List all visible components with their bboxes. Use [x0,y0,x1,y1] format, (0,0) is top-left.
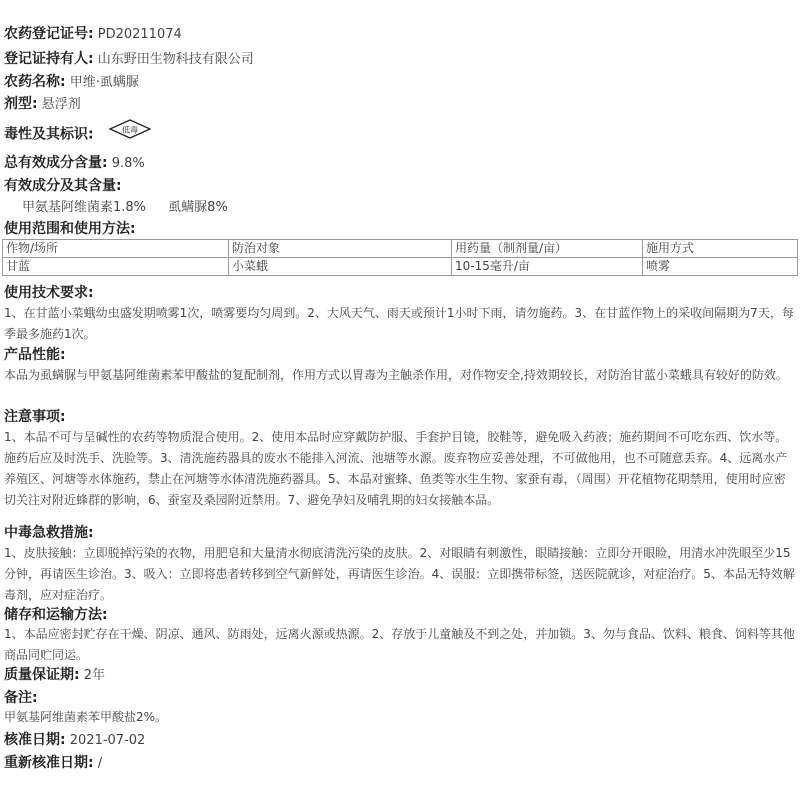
remarks-label: 备注: [4,690,38,706]
approval-date-label: 核准日期: [4,732,66,748]
usage-label: 使用范围和使用方法: [4,221,136,237]
remarks-heading [4,687,38,709]
ingredient-item: 虱螨脲8% [168,200,228,215]
toxicity-row [4,118,152,148]
registration-number-row [4,23,182,45]
approval-date-value: 2021-07-02 [69,733,146,748]
formulation-value: 悬浮剂 [41,97,81,112]
ingredients-label: 有效成分及其含量: [4,178,122,194]
first-aid-label: 中毒急救措施: [4,525,94,541]
pesticide-name-row [4,71,139,93]
ingredients-heading [4,175,122,197]
usage-header-cell: 用药量（制剂量/亩） [452,240,643,258]
usage-cell: 10-15毫升/亩 [452,258,643,276]
pesticide-name-label: 农药名称: [4,74,66,90]
usage-table-row [3,258,798,276]
warranty-value: 2年 [83,668,106,683]
usage-cell: 小菜蛾 [229,258,452,276]
formulation-label: 剂型: [4,96,38,112]
holder-row [4,48,254,70]
warranty-label: 质量保证期: [4,667,80,683]
storage-label: 储存和运输方法: [4,607,108,623]
remarks-text: 甲氨基阿维菌素苯甲酸盐2%。 [4,710,168,724]
ingredient-item: 甲氨基阿维菌素1.8% [22,200,147,215]
pesticide-name-value: 甲维·虱螨脲 [69,75,139,90]
cautions-heading [4,406,66,428]
usage-header-cell: 作物/场所 [3,240,229,258]
formulation-row [4,93,81,115]
usage-cell: 甘蓝 [3,258,229,276]
usage-cell: 喷雾 [643,258,798,276]
usage-header-cell: 防治对象 [229,240,452,258]
usage-header-cell: 施用方式 [643,240,798,258]
usage-table-header-row [3,240,798,258]
approval-date-row [4,729,145,751]
reapproval-date-row [4,752,102,774]
cautions-text: 1、本品不可与呈碱性的农药等物质混合使用。2、使用本品时应穿戴防护服、手套护目镜，胶鞋等，避免吸入药液；施药期间不可吃东西、饮水等。施药后应及时洗手、洗脸等。3、清洗施药器具的废水不能排入河流、池塘等水源。废弃物应妥善处理，不可做他用，也不可随意丢弃。4、远离水产养殖区、河塘等水体施药，禁止在河塘等水体清洗施药器具。5、本品对蜜蜂、鱼类等水生生物、家蚕有毒，（周围）开花植物花期禁用，使用时应密切关注对附近蜂群的影响，6、蚕室及桑园附近禁用。7、避免孕妇及哺乳期的妇女接触本品。 [4,430,788,507]
holder-value: 山东野田生物科技有限公司 [97,52,254,67]
storage-heading [4,604,108,626]
technical-requirements-text: 1、在甘蓝小菜蛾幼虫盛发期喷雾1次，喷雾要均匀周到。2、大风天气、雨天或预计1小时下雨，请勿施药。3、在甘蓝作物上的采收间隔期为7天，每季最多施药1次。 [4,306,794,341]
warranty-row [4,664,105,686]
total-content-row [4,152,145,174]
ingredients-list [22,197,246,219]
reapproval-date-label: 重新核准日期: [4,755,94,771]
first-aid-heading [4,522,94,544]
storage-text: 1、本品应密封贮存在干燥、阴凉、通风、防雨处，远离火源或热源。2、存放于儿童触及不到之处，并加锁。3、勿与食品、饮料、粮食、饲料等其他商品同贮同运。 [4,627,795,662]
cautions-label: 注意事项: [4,409,66,425]
total-content-value: 9.8% [111,156,145,171]
performance-heading [4,344,66,366]
toxicity-label: 毒性及其标识: [4,126,94,143]
first-aid-text: 1、皮肤接触：立即脱掉污染的衣物，用肥皂和大量清水彻底清洗污染的皮肤。2、对眼睛有刺激性，眼睛接触：立即分开眼睑，用清水冲洗眼至少15分钟，再请医生诊治。3、吸入：立即将患者转移到空气新鲜处，再请医生诊治。4、误服：立即携带标签，送医院就诊，对症治疗。5、本品无特效解毒剂，应对症治疗。 [4,546,795,602]
holder-label: 登记证持有人: [4,51,94,67]
total-content-label: 总有效成分含量: [4,155,108,171]
low-toxicity-icon [108,118,152,152]
toxicity-mark-text: 低毒 [121,125,138,135]
technical-requirements-label: 使用技术要求: [4,285,94,301]
reapproval-date-value: / [97,756,103,771]
technical-requirements-heading [4,282,94,304]
performance-label: 产品性能: [4,347,66,363]
performance-text: 本品为虱螨脲与甲氨基阿维菌素苯甲酸盐的复配制剂，作用方式以胃毒为主触杀作用，对作物安全,持效期较长，对防治甘蓝小菜蛾具有较好的防效。 [4,368,788,382]
registration-number-value: PD20211074 [97,27,182,42]
usage-table [2,239,798,276]
usage-heading [4,218,136,240]
registration-number-label: 农药登记证号: [4,26,94,42]
